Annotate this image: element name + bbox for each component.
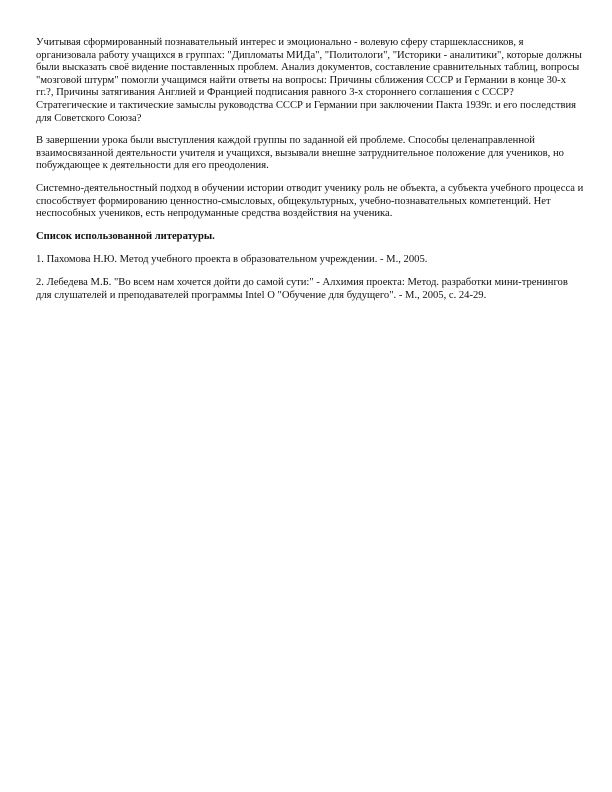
paragraph-group-work: Учитывая сформированный познавательный интерес и эмоционально - волевую сферу старшеклассников, я организовала работу учащихся в группах: "Дипломаты МИДа", "Политологи", "Историки - аналитики", которые должны были высказать своё видение поставленных проблем. Анализ документов, составление сравнительных таблиц, вопросы "мозговой штурм" помогли учащимся найти ответы на вопросы: Причины сближения СССР и Германии в конце 30-х гг.?, Причины затягивания Англией и Францией подписания равного 3-х стороннего соглашения с СССР? Стратегические и тактические замыслы руководства СССР и Германии при заключении Пакта 1939г. и его последствия для Советского Союза? [36,37,582,124]
document-body [36,37,584,312]
references-heading: Список использованной литературы. [36,230,215,242]
paragraph-system-activity-approach: Системно-деятельностный подход в обучении истории отводит ученику роль не объекта, а субъекта учебного процесса и способствует формированию ценностно-смысловых, общекультурных, учебно-познавательных компетенций. Нет неспособных учеников, есть непродуманные средства воздействия на ученика. [36,182,584,220]
reference-item-1: 1. Пахомова Н.Ю. Метод учебного проекта в образовательном учреждении. - М., 2005. [36,254,428,266]
reference-item-2: 2. Лебедева М.Б. "Во всем нам хочется дойти до самой сути:" - Алхимия проекта: Метод. разработки мини-тренингов для слушателей и преподавателей программы Intel О "Обучение для будущего". - М., 2005, с. 24-29. [36,276,568,301]
paragraph-lesson-conclusion: В завершении урока были выступления каждой группы по заданной ей проблеме. Способы целенаправленной взаимосвязанной деятельности учителя и учащихся, вызывали внешне затруднительное положение для учеников, но побуждающее к деятельности для его преодоления. [36,135,564,172]
